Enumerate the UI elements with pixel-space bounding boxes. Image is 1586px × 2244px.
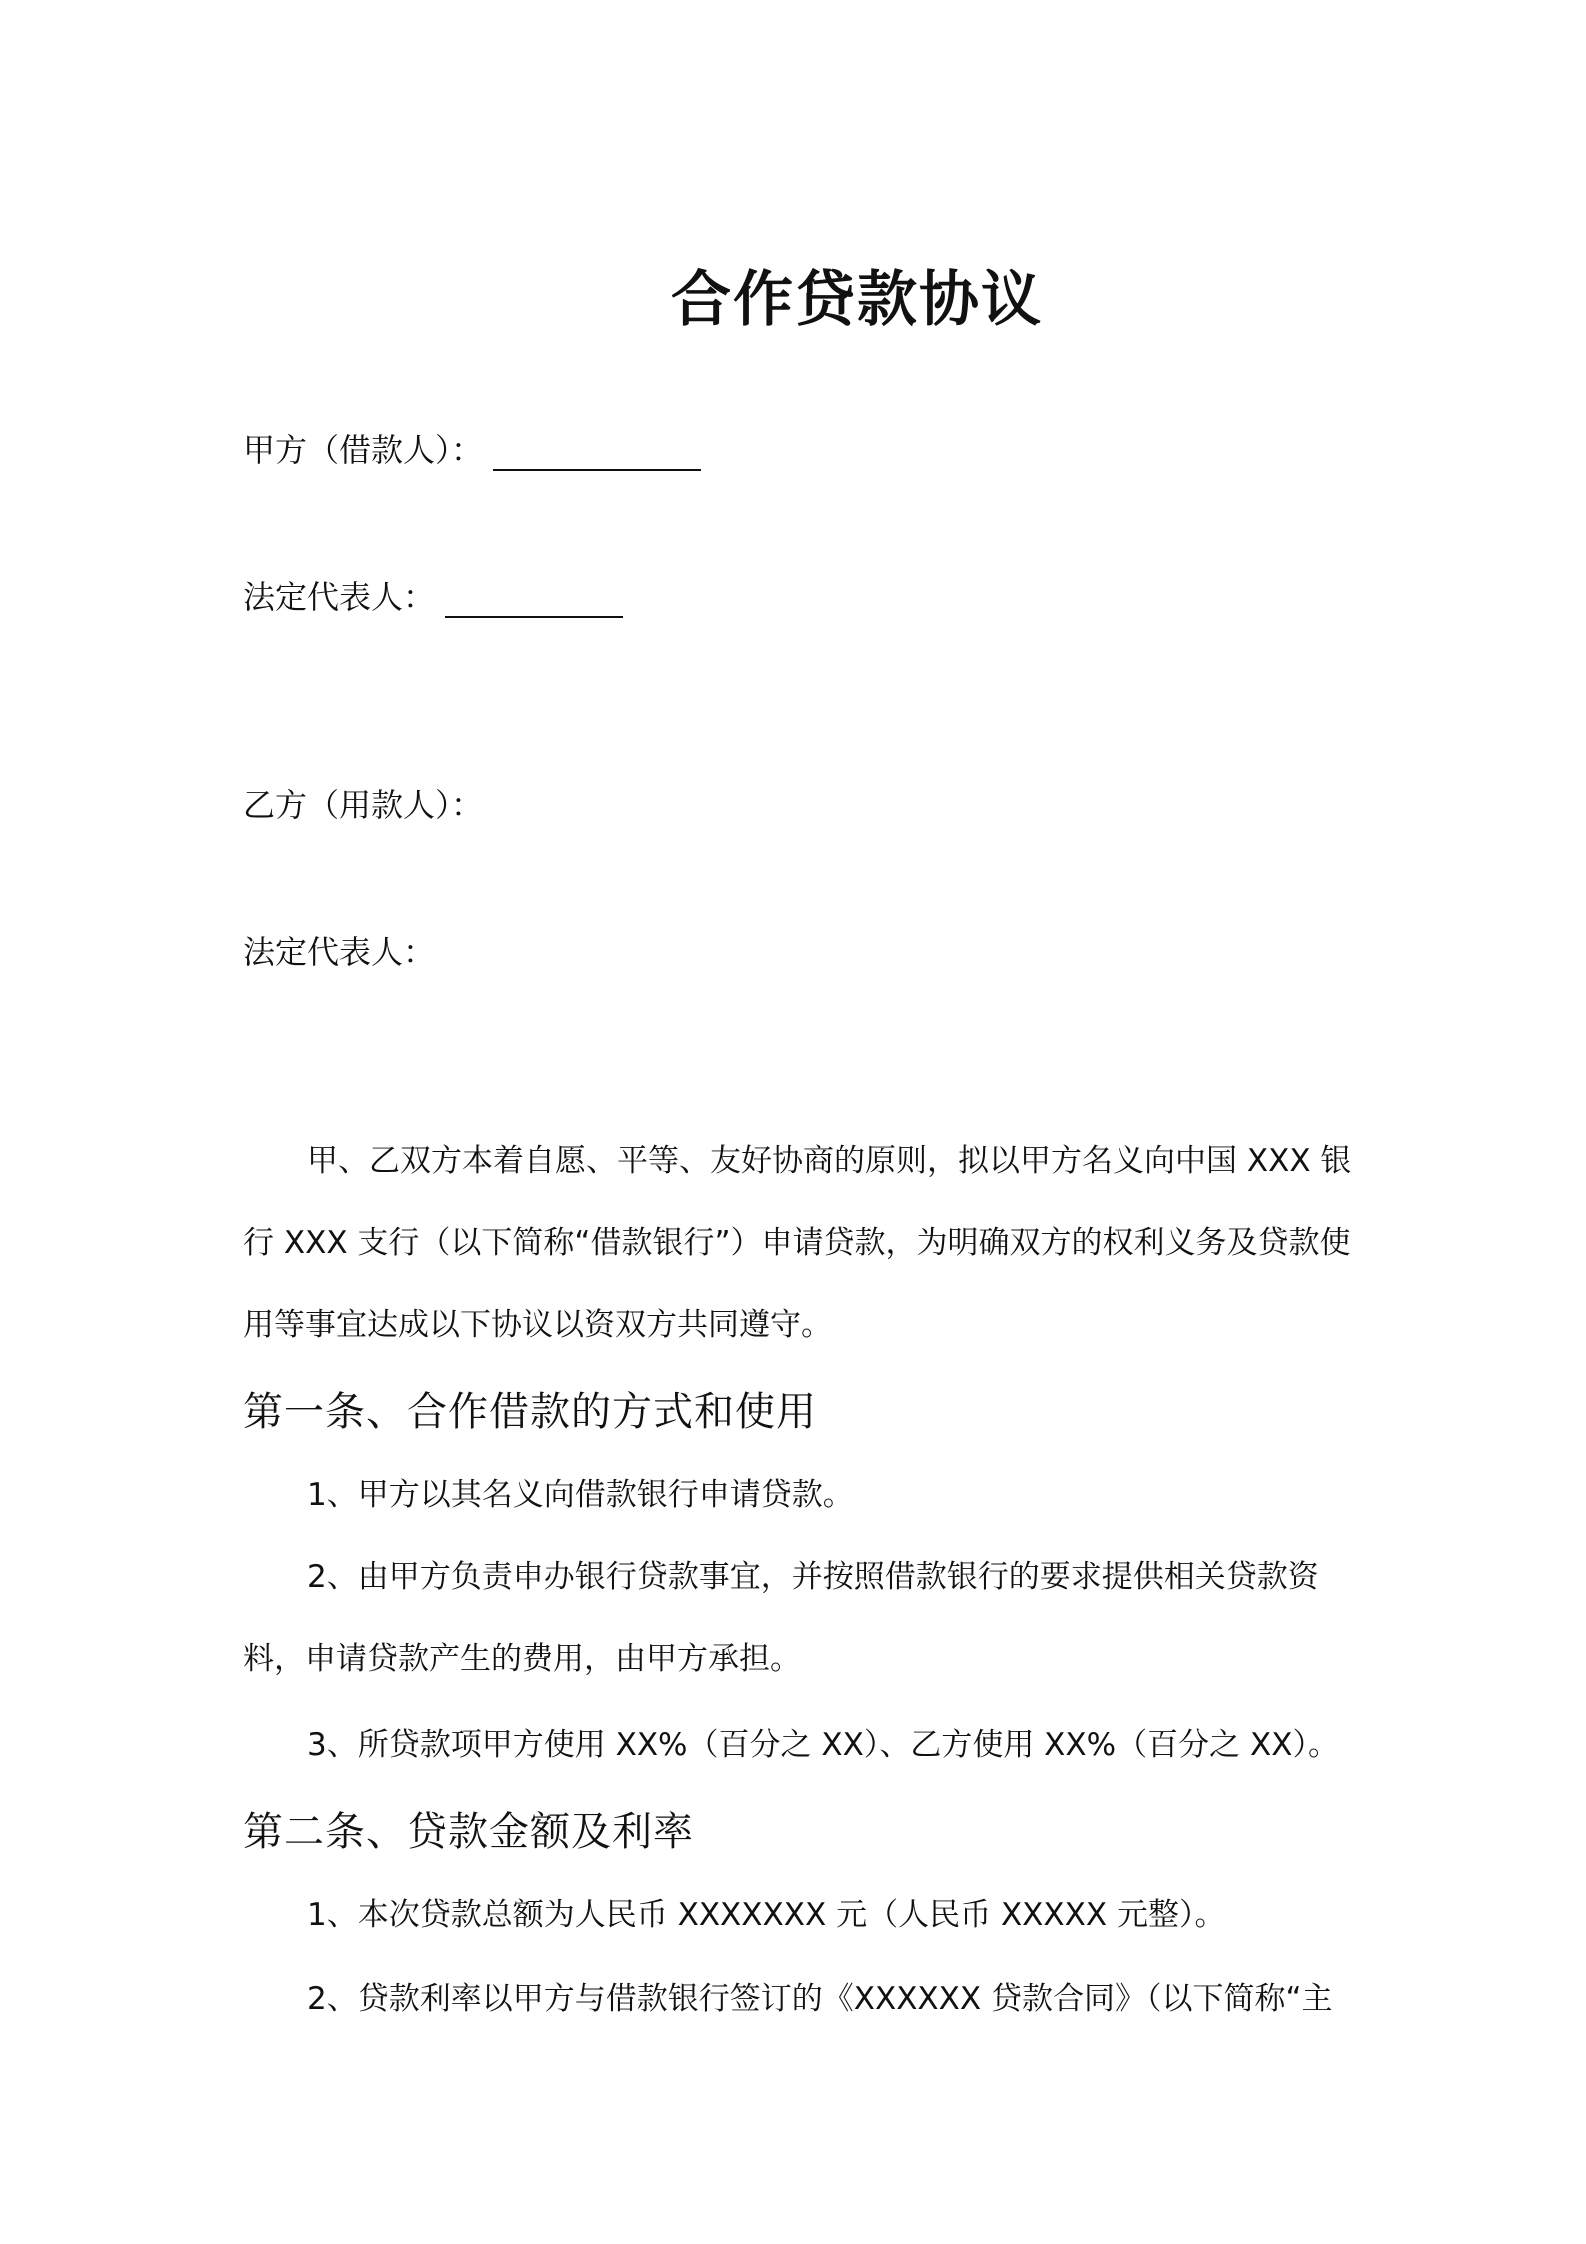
section-1-heading: 第一条、合作借款的方式和使用 (243, 1389, 817, 1435)
party-b-label: 乙方（用款人）： (243, 786, 484, 824)
party-b-representative-label: 法定代表人： (243, 933, 436, 971)
preamble-paragraph: 甲、乙双方本着自愿、平等、友好协商的原则，拟以甲方名义向中国 XXX 银行 XXX 支行（以下简称“借款银行”）申请贷款，为明确双方的权利义务及贷款使用等事宜达成以下协议以资双方共同遵守。 (243, 1143, 1352, 1343)
party-a-label: 甲方（借款人）： (243, 431, 484, 469)
section-2-heading: 第二条、贷款金额及利率 (243, 1809, 694, 1855)
section-2-item-1: 1、本次贷款总额为人民币 XXXXXXX 元（人民币 XXXXX 元整）。 (307, 1897, 1226, 1933)
party-a-field (243, 425, 701, 471)
party-a-representative-blank[interactable] (445, 590, 623, 618)
section-1-item-1: 1、甲方以其名义向借款银行申请贷款。 (307, 1477, 854, 1513)
party-a-representative-field (243, 572, 623, 618)
section-1-item-3: 3、所贷款项甲方使用 XX%（百分之 XX）、乙方使用 XX%（百分之 XX）。 (307, 1727, 1339, 1763)
party-b-field (243, 780, 483, 826)
section-2-item-2: 2、贷款利率以甲方与借款银行签订的《XXXXXX 贷款合同》（以下简称“主 (307, 1981, 1333, 2017)
document-title: 合作贷款协议 (671, 265, 1043, 335)
section-1-item-2: 2、由甲方负责申办银行贷款事宜，并按照借款银行的要求提供相关贷款资料，申请贷款产生的费用，由甲方承担。 (243, 1559, 1319, 1677)
party-a-representative-label: 法定代表人： (243, 578, 436, 616)
party-b-representative-field (243, 927, 435, 973)
party-a-blank[interactable] (493, 443, 701, 471)
